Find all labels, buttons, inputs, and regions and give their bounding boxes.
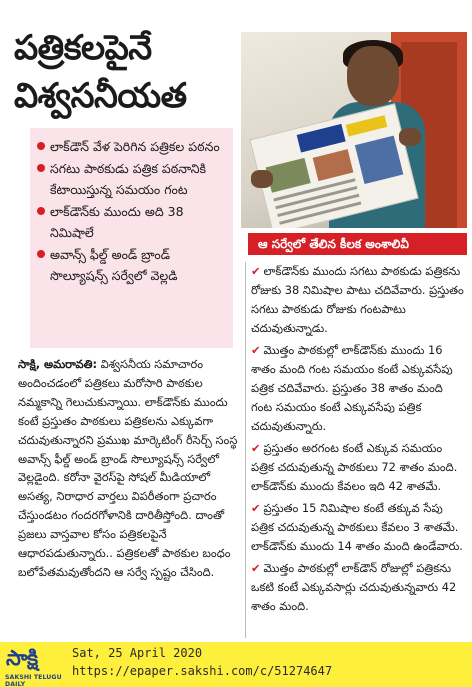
highlight-text: లాక్‌డౌన్‌ వేళ పెరిగిన పత్రికల పఠనం bbox=[50, 139, 220, 154]
survey-point-text: మొత్తం పాఠకుల్లో లాక్‌డౌన్‌కు ముందు 16 శాతం మంది గంట సమయం కంటే ఎక్కువసేపు పత్రిక చదివేవారు. ప్రస్తుతం 38 శాతం మంది గంట సమయం కంటే ఎక్కువసేపు పత్రిక చదువుతున్నారు. bbox=[251, 343, 453, 433]
article-body bbox=[18, 355, 242, 582]
survey-point-text: లాక్‌డౌన్‌కు ముందు సగటు పాఠకుడు పత్రికను రోజుకు 38 నిమిషాల పాటు చదివేవారు. ప్రస్తుతం సగటు పాఠకుడు రోజుకు గంటపాటు చదువుతున్నాడు. bbox=[251, 264, 464, 335]
highlights-box bbox=[30, 128, 233, 348]
body-text: విశ్వసనీయ సమాచారం అందించడంలో పత్రికలు మరోసారి పాఠకుల నమ్మకాన్ని గెలుచుకున్నాయి. లాక్‌డౌన్‌కు ముందు కంటే ప్రస్తుతం పాఠకులు పత్రికలను ఎక్కువగా చదువుతున్నారని ప్రముఖ మార్కెటింగ్‌ రీసెర్చ్‌ సంస్థ అవాన్స్‌ ఫీల్డ్‌ అండ్‌ బ్రాండ్‌ సొల్యూషన్స్‌ సర్వేలో వెల్లడైంది. కరోనా వైరస్‌పై సోషల్‌ మీడియాలో అసత్య, నిరాధార వార్తలు విపరీతంగా ప్రచారం చేస్తుండటం గందరగోళానికి దారితీస్తోంది. దాంతో ప్రజలు వాస్తవాల కోసం పత్రికలపైనే ఆధారపడుతున్నారు.. పత్రికలతో పాఠకుల బంధం బలోపేతమవుతోందని ఆ సర్వే స్పష్టం చేసింది. bbox=[18, 357, 238, 579]
survey-point bbox=[251, 499, 467, 556]
highlight-text: అవాన్స్‌ ఫీల్డ్‌ అండ్‌ బ్రాండ్‌ సొల్యూషన్స్‌ సర్వేలో వెల్లడి bbox=[50, 247, 178, 283]
red-bullet-icon bbox=[37, 142, 45, 150]
sakshi-logo[interactable] bbox=[2, 644, 64, 685]
highlight-item bbox=[36, 136, 227, 157]
red-bullet-icon bbox=[37, 250, 45, 258]
survey-point bbox=[251, 262, 467, 338]
survey-point bbox=[251, 341, 467, 436]
check-icon: ✔ bbox=[251, 441, 261, 455]
red-bullet-icon bbox=[37, 207, 45, 215]
headline bbox=[14, 24, 236, 120]
survey-point bbox=[251, 439, 467, 496]
dateline: సాక్షి, అమరావతి: bbox=[18, 357, 98, 371]
column-divider bbox=[245, 262, 246, 638]
survey-point-text: ప్రస్తుతం అరగంట కంటే ఎక్కువ సమయం పత్రిక చదువుతున్న పాఠకులు 72 శాతం మంది. లాక్‌డౌన్‌కు ముందు కేవలం ఇది 42 శాతమే. bbox=[251, 441, 458, 493]
reader-photo bbox=[241, 32, 467, 228]
epaper-footer bbox=[0, 642, 472, 687]
highlights-list bbox=[36, 136, 227, 286]
highlight-item bbox=[36, 201, 227, 243]
highlight-item bbox=[36, 158, 227, 200]
survey-banner: ఆ సర్వేలో తేలిన కీలక అంశాలివీ bbox=[248, 233, 467, 255]
red-bullet-icon bbox=[37, 164, 45, 172]
check-icon: ✔ bbox=[251, 343, 261, 357]
survey-point-text: ప్రస్తుతం 15 నిమిషాల కంటే తక్కువ సేపు పత్రిక చదువుతున్న పాఠకులు కేవలం 3 శాతమే. లాక్‌డౌన్‌కు ముందు 14 శాతం మంది ఉండేవారు. bbox=[251, 501, 463, 553]
headline-line-2: విశ్వసనీయత bbox=[14, 76, 187, 116]
highlight-text: లాక్‌డౌన్‌కు ముందు అది 38 నిమిషాలే bbox=[50, 204, 184, 240]
highlight-text: సగటు పాఠకుడు పత్రిక పఠనానికి కేటాయిస్తున్న సమయం గంట bbox=[50, 161, 207, 197]
epaper-link[interactable]: https://epaper.sakshi.com/c/51274647 bbox=[72, 664, 333, 678]
survey-point-text: మొత్తం పాఠకుల్లో లాక్‌డౌన్‌ రోజుల్లో పత్రికను ఒకటి కంటే ఎక్కువసార్లు చదువుతున్నవారు 42 శాతం మంది. bbox=[251, 561, 457, 613]
survey-points bbox=[251, 262, 467, 619]
logo-wordmark: సాక్షి bbox=[6, 646, 38, 670]
highlight-item bbox=[36, 244, 227, 286]
check-icon: ✔ bbox=[251, 264, 261, 278]
logo-subtitle: SAKSHI TELUGU DAILY bbox=[5, 674, 62, 687]
edition-date: Sat, 25 April 2020 bbox=[72, 646, 203, 660]
check-icon: ✔ bbox=[251, 501, 261, 515]
headline-line-1: పత్రికలపైనే bbox=[14, 28, 152, 68]
survey-point bbox=[251, 559, 467, 616]
check-icon: ✔ bbox=[251, 561, 261, 575]
